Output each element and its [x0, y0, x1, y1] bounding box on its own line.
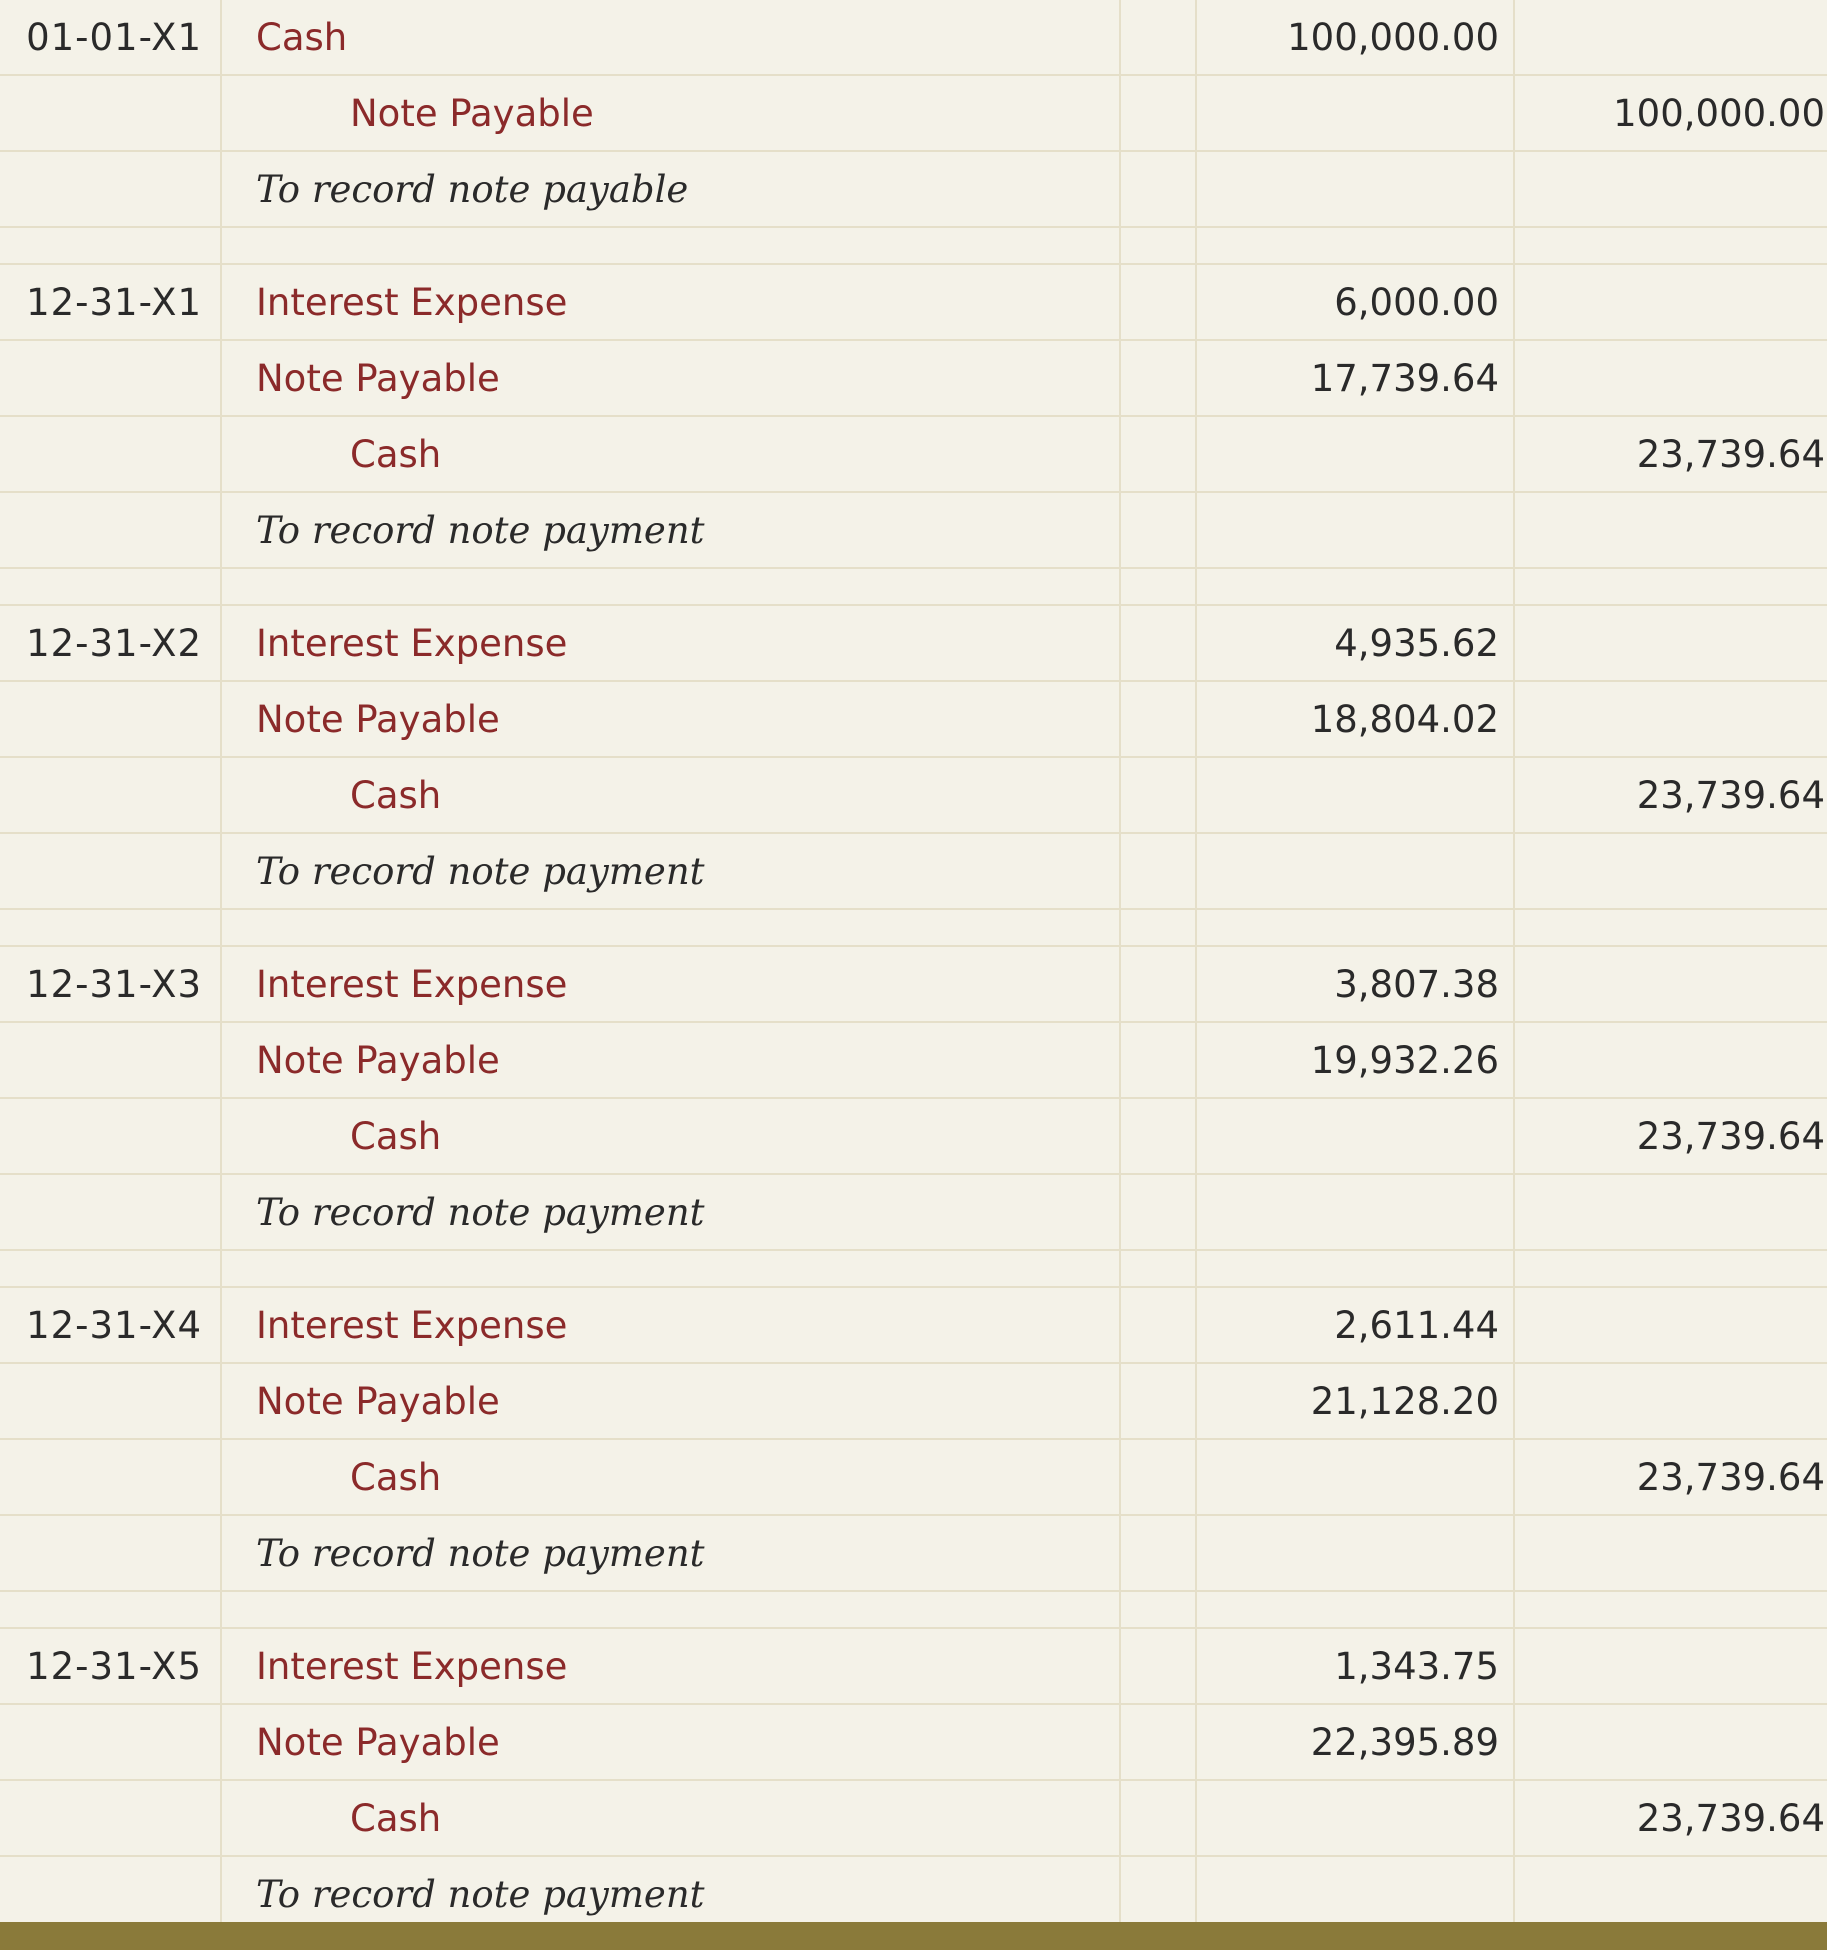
post-ref — [1120, 264, 1196, 340]
post-ref — [1120, 416, 1196, 492]
post-ref — [1120, 1628, 1196, 1704]
debit-amount — [1196, 1439, 1514, 1515]
debit-amount: 18,804.02 — [1196, 681, 1514, 757]
credit-account: Cash — [221, 416, 1120, 492]
credit-amount — [1514, 1174, 1827, 1250]
post-ref — [1120, 946, 1196, 1022]
journal-memo-row — [0, 151, 1827, 227]
entry-date — [0, 1780, 221, 1856]
debit-amount — [1196, 492, 1514, 568]
spacer-row — [0, 227, 1827, 264]
entry-memo: To record note payment — [221, 492, 1120, 568]
debit-amount — [1196, 1515, 1514, 1591]
journal-line — [0, 1439, 1827, 1515]
credit-amount: 23,739.64 — [1514, 1780, 1827, 1856]
entry-date — [0, 492, 221, 568]
entry-date: 12-31-X4 — [0, 1287, 221, 1363]
debit-account: Note Payable — [221, 1363, 1120, 1439]
credit-amount: 23,739.64 — [1514, 757, 1827, 833]
debit-amount — [1196, 75, 1514, 151]
post-ref — [1120, 1704, 1196, 1780]
credit-amount — [1514, 1628, 1827, 1704]
debit-amount — [1196, 416, 1514, 492]
credit-account: Note Payable — [221, 75, 1120, 151]
entry-date: 01-01-X1 — [0, 0, 221, 75]
entry-date — [0, 1098, 221, 1174]
journal-line — [0, 946, 1827, 1022]
journal-memo-row — [0, 1856, 1827, 1932]
credit-amount — [1514, 1704, 1827, 1780]
journal-line — [0, 757, 1827, 833]
credit-amount: 23,739.64 — [1514, 1098, 1827, 1174]
credit-amount — [1514, 151, 1827, 227]
entry-date — [0, 1515, 221, 1591]
credit-amount — [1514, 1287, 1827, 1363]
entry-date: 12-31-X1 — [0, 264, 221, 340]
debit-amount: 21,128.20 — [1196, 1363, 1514, 1439]
entry-date — [0, 1022, 221, 1098]
post-ref — [1120, 1515, 1196, 1591]
entry-date: 12-31-X5 — [0, 1628, 221, 1704]
debit-account: Interest Expense — [221, 1287, 1120, 1363]
debit-account: Interest Expense — [221, 1628, 1120, 1704]
credit-account: Cash — [221, 757, 1120, 833]
debit-account: Note Payable — [221, 1022, 1120, 1098]
post-ref — [1120, 1780, 1196, 1856]
entry-date — [0, 681, 221, 757]
journal-line — [0, 681, 1827, 757]
debit-account: Note Payable — [221, 681, 1120, 757]
entry-date — [0, 1363, 221, 1439]
credit-account: Cash — [221, 1780, 1120, 1856]
post-ref — [1120, 1287, 1196, 1363]
journal-memo-row — [0, 833, 1827, 909]
credit-amount: 100,000.00 — [1514, 75, 1827, 151]
entry-date — [0, 1439, 221, 1515]
post-ref — [1120, 340, 1196, 416]
debit-amount: 1,343.75 — [1196, 1628, 1514, 1704]
credit-amount: 23,739.64 — [1514, 416, 1827, 492]
debit-account: Interest Expense — [221, 946, 1120, 1022]
post-ref — [1120, 1856, 1196, 1932]
entry-memo: To record note payment — [221, 1856, 1120, 1932]
debit-account: Note Payable — [221, 1704, 1120, 1780]
entry-date — [0, 75, 221, 151]
credit-amount: 23,739.64 — [1514, 1439, 1827, 1515]
journal-memo-row — [0, 492, 1827, 568]
spacer-row — [0, 1250, 1827, 1287]
post-ref — [1120, 681, 1196, 757]
entry-date — [0, 757, 221, 833]
entry-date — [0, 1704, 221, 1780]
journal-line — [0, 1628, 1827, 1704]
credit-amount — [1514, 1515, 1827, 1591]
credit-amount — [1514, 492, 1827, 568]
entry-date: 12-31-X3 — [0, 946, 221, 1022]
journal-line — [0, 1363, 1827, 1439]
journal-line — [0, 1022, 1827, 1098]
debit-amount — [1196, 833, 1514, 909]
credit-amount — [1514, 833, 1827, 909]
debit-amount: 19,932.26 — [1196, 1022, 1514, 1098]
post-ref — [1120, 1098, 1196, 1174]
post-ref — [1120, 1439, 1196, 1515]
debit-account: Interest Expense — [221, 264, 1120, 340]
post-ref — [1120, 0, 1196, 75]
journal-line — [0, 340, 1827, 416]
entry-date — [0, 833, 221, 909]
credit-account: Cash — [221, 1098, 1120, 1174]
spacer-row — [0, 568, 1827, 605]
entry-date — [0, 416, 221, 492]
journal-memo-row — [0, 1174, 1827, 1250]
debit-amount — [1196, 1856, 1514, 1932]
debit-amount: 3,807.38 — [1196, 946, 1514, 1022]
post-ref — [1120, 757, 1196, 833]
post-ref — [1120, 1174, 1196, 1250]
credit-amount — [1514, 0, 1827, 75]
credit-account: Cash — [221, 1439, 1120, 1515]
journal-line — [0, 416, 1827, 492]
footer-bar — [0, 1922, 1827, 1950]
post-ref — [1120, 1022, 1196, 1098]
debit-amount: 100,000.00 — [1196, 0, 1514, 75]
debit-amount: 6,000.00 — [1196, 264, 1514, 340]
entry-memo: To record note payable — [221, 151, 1120, 227]
debit-amount — [1196, 757, 1514, 833]
post-ref — [1120, 833, 1196, 909]
entry-date: 12-31-X2 — [0, 605, 221, 681]
spacer-row — [0, 1591, 1827, 1628]
spacer-row — [0, 909, 1827, 946]
credit-amount — [1514, 946, 1827, 1022]
journal-line — [0, 605, 1827, 681]
journal-memo-row — [0, 1515, 1827, 1591]
post-ref — [1120, 151, 1196, 227]
post-ref — [1120, 605, 1196, 681]
post-ref — [1120, 1363, 1196, 1439]
entry-date — [0, 1174, 221, 1250]
credit-amount — [1514, 1022, 1827, 1098]
credit-amount — [1514, 1363, 1827, 1439]
journal-line — [0, 1287, 1827, 1363]
journal-line — [0, 1780, 1827, 1856]
debit-amount — [1196, 1174, 1514, 1250]
journal-line — [0, 1098, 1827, 1174]
credit-amount — [1514, 264, 1827, 340]
credit-amount — [1514, 605, 1827, 681]
entry-memo: To record note payment — [221, 833, 1120, 909]
entry-date — [0, 151, 221, 227]
entry-memo: To record note payment — [221, 1174, 1120, 1250]
journal-line — [0, 75, 1827, 151]
debit-amount: 17,739.64 — [1196, 340, 1514, 416]
debit-account: Note Payable — [221, 340, 1120, 416]
entry-date — [0, 340, 221, 416]
post-ref — [1120, 75, 1196, 151]
debit-amount — [1196, 151, 1514, 227]
entry-date — [0, 1856, 221, 1932]
credit-amount — [1514, 1856, 1827, 1932]
debit-amount: 22,395.89 — [1196, 1704, 1514, 1780]
journal-line — [0, 0, 1827, 75]
entry-memo: To record note payment — [221, 1515, 1120, 1591]
debit-account: Interest Expense — [221, 605, 1120, 681]
journal-line — [0, 1704, 1827, 1780]
debit-account: Cash — [221, 0, 1120, 75]
debit-amount — [1196, 1098, 1514, 1174]
debit-amount — [1196, 1780, 1514, 1856]
credit-amount — [1514, 681, 1827, 757]
journal-line — [0, 264, 1827, 340]
debit-amount: 2,611.44 — [1196, 1287, 1514, 1363]
credit-amount — [1514, 340, 1827, 416]
post-ref — [1120, 492, 1196, 568]
debit-amount: 4,935.62 — [1196, 605, 1514, 681]
